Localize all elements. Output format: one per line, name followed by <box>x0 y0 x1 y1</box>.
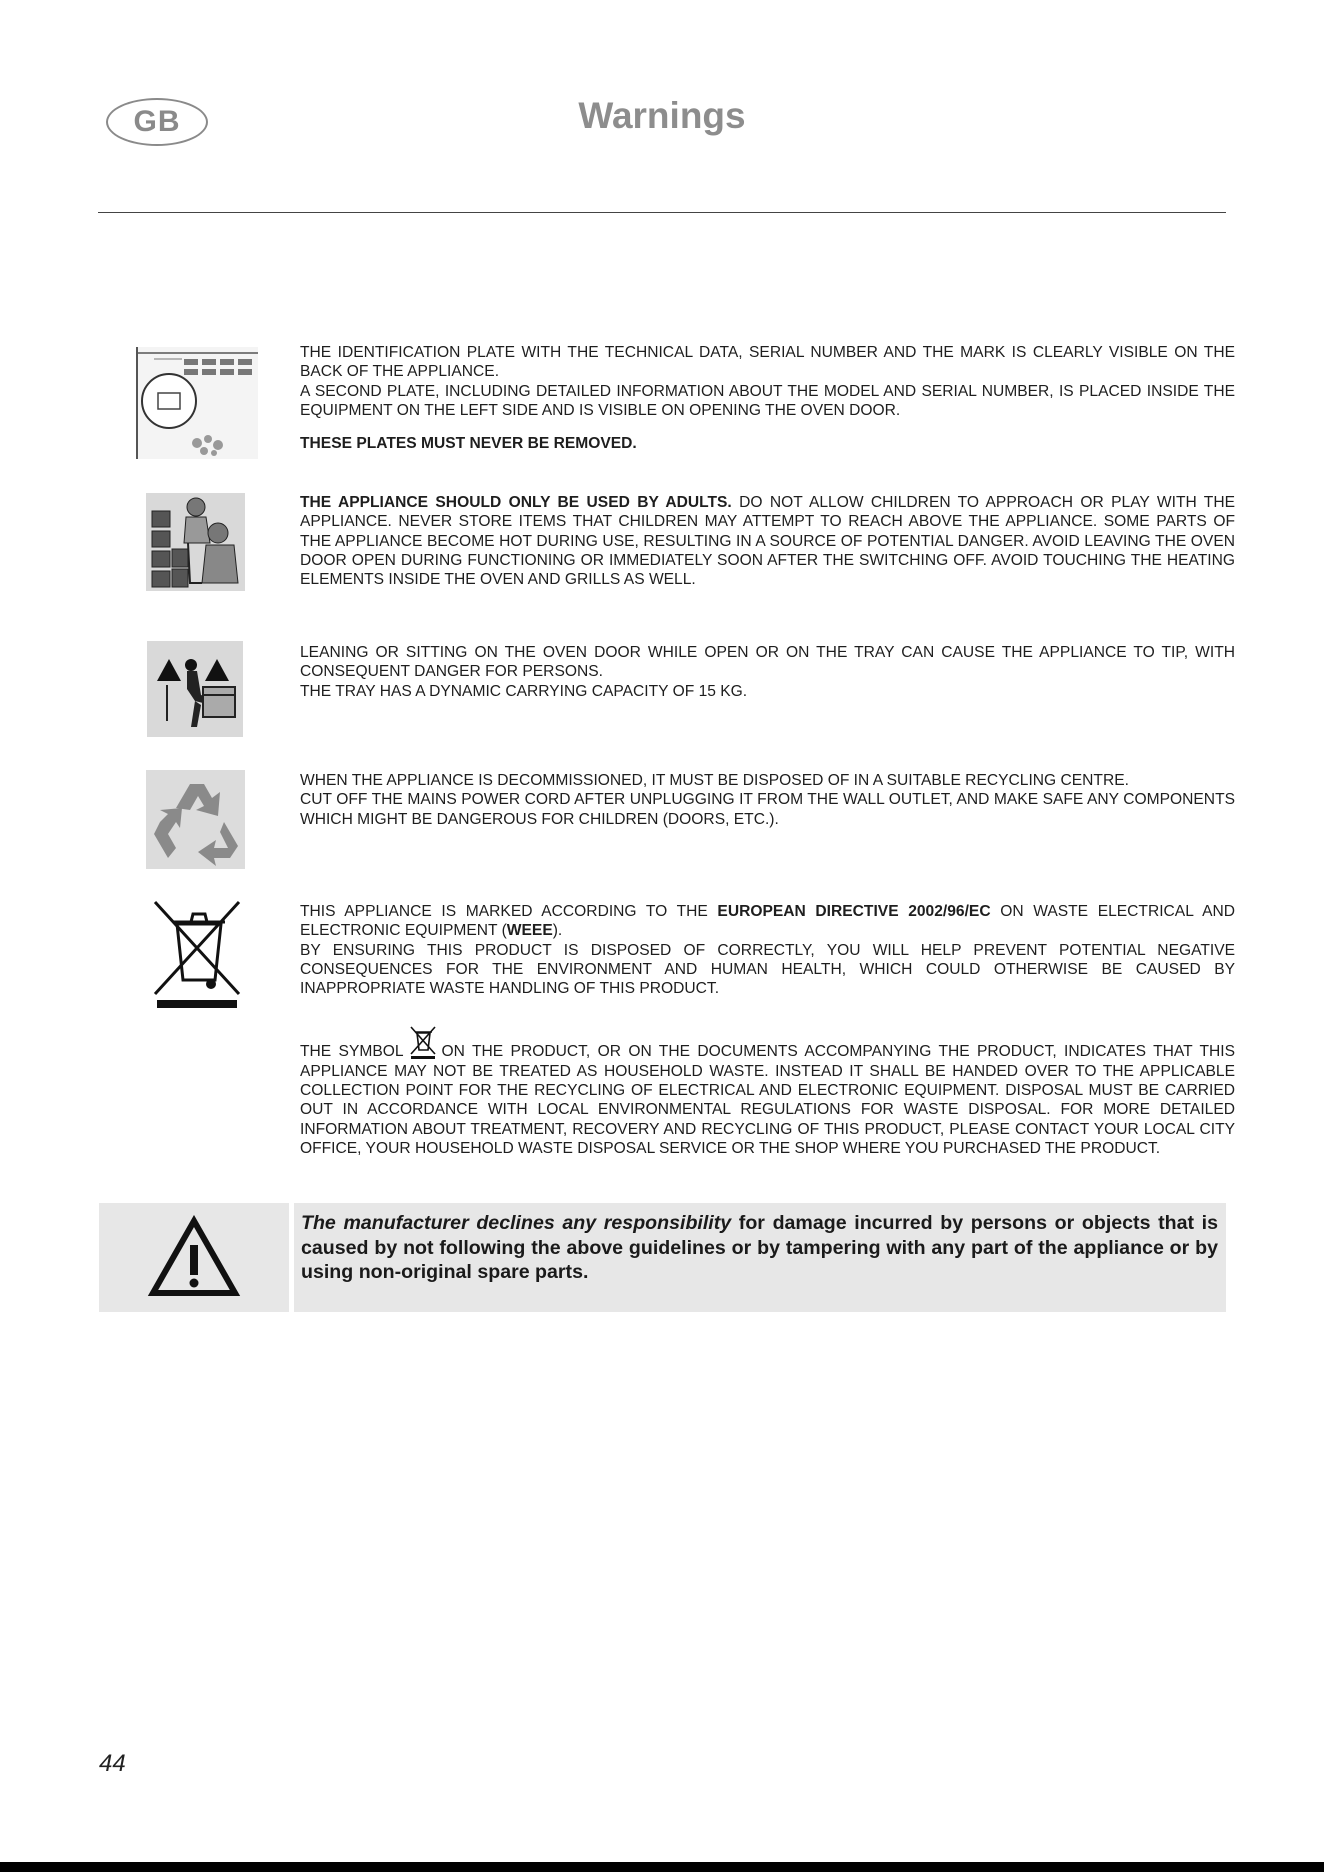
section-identification-plate <box>300 343 1235 453</box>
recycling-text-1: WHEN THE APPLIANCE IS DECOMMISSIONED, IT MUST BE DISPOSED OF IN A SUITABLE RECYCLING CENTRE. <box>300 772 1129 789</box>
recycling-text-2: CUT OFF THE MAINS POWER CORD AFTER UNPLUGGING IT FROM THE WALL OUTLET, AND MAKE SAFE ANY COMPONENTS WHICH MIGHT BE DANGEROUS FOR CHILDREN (DOORS, ETC.). <box>300 791 1235 828</box>
crossed-bin-small-icon <box>408 1026 438 1060</box>
bottom-edge-bar <box>0 1862 1324 1872</box>
header-divider <box>98 212 1226 213</box>
disclaimer-text <box>301 1211 1218 1285</box>
weee-mid: ON WASTE ELECTRICAL AND ELECTRONIC EQUIPMENT ( <box>300 903 1235 940</box>
section-weee <box>300 902 1235 1158</box>
section-oven-door <box>300 643 1235 701</box>
page-number: 44 <box>99 1750 126 1777</box>
section-recycling <box>300 771 1235 829</box>
weee-directive: EUROPEAN DIRECTIVE 2002/96/EC <box>717 903 991 920</box>
children-warning-icon <box>146 493 245 591</box>
weee-symbol-pre: THE SYMBOL <box>300 1043 404 1061</box>
crossed-bin-icon <box>151 900 243 1010</box>
oven-door-tip-icon <box>147 641 243 737</box>
warning-triangle-icon <box>147 1215 241 1301</box>
disclaimer-italic: The manufacturer declines any responsibility <box>301 1212 732 1234</box>
door-text-2: THE TRAY HAS A DYNAMIC CARRYING CAPACITY OF 15 KG. <box>300 682 748 700</box>
plate-text-1: THE IDENTIFICATION PLATE WITH THE TECHNICAL DATA, SERIAL NUMBER AND THE MARK IS CLEARLY VISIBLE ON THE BACK OF THE APPLIANCE. <box>300 344 1235 381</box>
children-body: DO NOT ALLOW CHILDREN TO APPROACH OR PLAY WITH THE APPLIANCE. NEVER STORE ITEMS THAT CHILDREN MAY ATTEMPT TO REACH ABOVE THE APPLIANCE. SOME PARTS OF THE APPLIANCE BECOME HOT DURING USE, RESULTING IN A SOURCE OF POTENTIAL DANGER. AVOID LEAVING THE OVEN DOOR OPEN DURING FUNCTIONING OR IMMEDIATELY SOON AFTER THE SWITCHING OFF. AVOID TOUCHING THE HEATING ELEMENTS INSIDE THE OVEN AND GRILLS AS WELL. <box>300 494 1235 589</box>
recycling-icon <box>146 770 245 869</box>
country-badge-label: GB <box>133 105 181 138</box>
plate-text-2: A SECOND PLATE, INCLUDING DETAILED INFORMATION ABOUT THE MODEL AND SERIAL NUMBER, IS PLACED INSIDE THE EQUIPMENT ON THE LEFT SIDE AND IS VISIBLE ON OPENING THE OVEN DOOR. <box>300 382 1235 419</box>
door-text-1: LEANING OR SITTING ON THE OVEN DOOR WHILE OPEN OR ON THE TRAY CAN CAUSE THE APPLIANCE TO TIP, WITH CONSEQUENT DANGER FOR PERSONS. <box>300 644 1235 681</box>
weee-symbol-post: ON THE PRODUCT, OR ON THE DOCUMENTS ACCOMPANYING THE PRODUCT, INDICATES THAT THIS APPLIANCE MAY NOT BE TREATED AS HOUSEHOLD WASTE. INSTEAD IT SHALL BE HANDED OVER TO THE APPLICABLE COLLECTION POINT FOR THE RECYCLING OF ELECTRICAL AND ELECTRONIC EQUIPMENT. DISPOSAL MUST BE CARRIED OUT IN ACCORDANCE WITH LOCAL ENVIRONMENTAL REGULATIONS FOR WASTE DISPOSAL. FOR MORE DETAILED INFORMATION ABOUT TREATMENT, RECOVERY AND RECYCLING OF THIS PRODUCT, PLEASE CONTACT YOUR LOCAL CITY OFFICE, YOUR HOUSEHOLD WASTE DISPOSAL SERVICE OR THE SHOP WHERE YOU PURCHASED THE PRODUCT. <box>300 1043 1236 1157</box>
plate-warning: THESE PLATES MUST NEVER BE REMOVED. <box>300 435 637 453</box>
page-title: Warnings <box>578 95 746 136</box>
children-lead: THE APPLIANCE SHOULD ONLY BE USED BY ADULTS. <box>300 494 732 511</box>
weee-text-1 <box>300 902 1235 941</box>
disclaimer-rest: for damage incurred by persons or objects that is caused by not following the above guidelines or by tampering with any part of the appliance or by using non-original spare parts. <box>301 1212 1219 1283</box>
section-children <box>300 493 1235 589</box>
weee-symbol-text <box>300 1026 1235 1158</box>
weee-post: ). <box>552 922 563 940</box>
identification-plate-icon <box>134 345 260 461</box>
children-text <box>300 493 1235 589</box>
weee-text-2: BY ENSURING THIS PRODUCT IS DISPOSED OF CORRECTLY, YOU WILL HELP PREVENT POTENTIAL NEGATIVE CONSEQUENCES FOR THE ENVIRONMENT AND HUMAN HEALTH, WHICH COULD OTHERWISE BE CAUSED BY INAPPROPRIATE WASTE HANDLING OF THIS PRODUCT. <box>300 941 1235 998</box>
disclaimer-icon-panel <box>99 1203 289 1312</box>
weee-pre: THIS APPLIANCE IS MARKED ACCORDING TO THE <box>300 903 718 920</box>
weee-abbr: WEEE <box>506 922 553 940</box>
